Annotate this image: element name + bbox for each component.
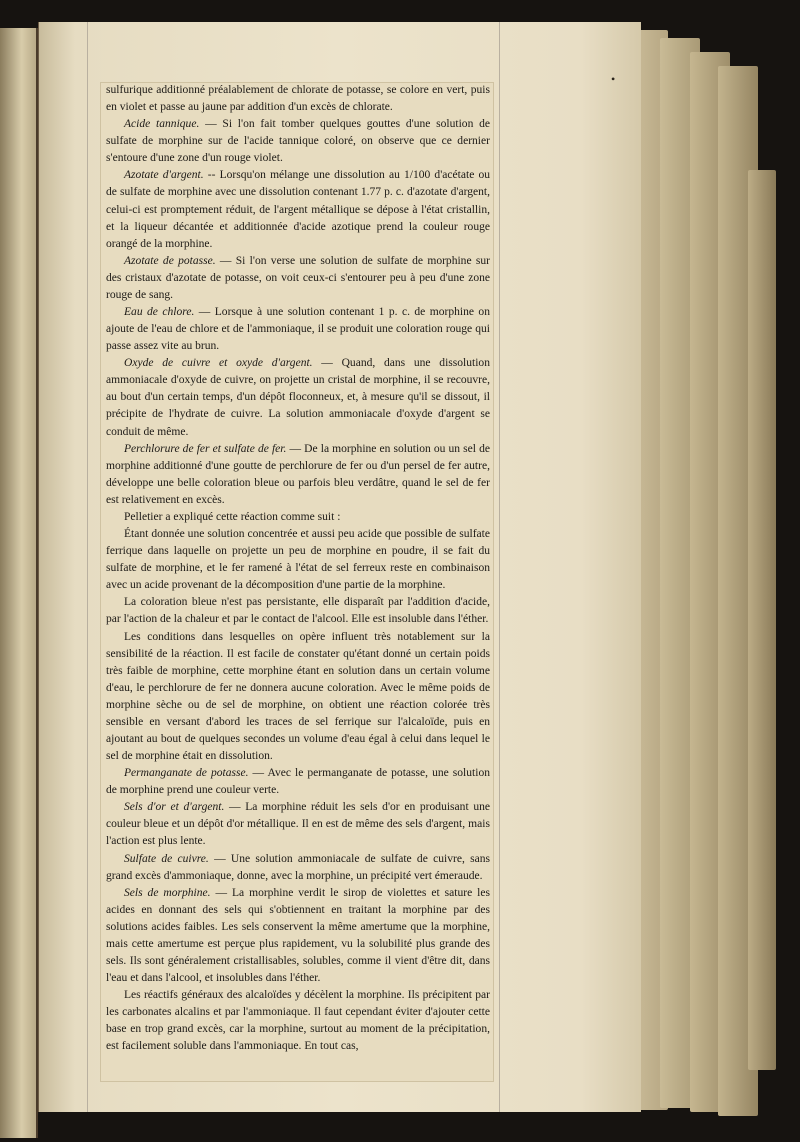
left-page-edge [0, 28, 38, 1138]
paragraph: La coloration bleue n'est pas persistante, elle disparaît par l'addition d'acide, par l'action de la chaleur et par le contact de l'alcool. Elle est insoluble dans l'éther. [106, 596, 490, 626]
paragraph: Étant donnée une solution concentrée et aussi peu acide que possible de sulfate ferrique dans laquelle on projette un peu de morphine en poudre, il se fait du sulfate de morphine, et le fer ramené à l'état de sel ferreux reste en combinaison avec un acide provenant de la décomposition d'une partie de la morphine. [106, 528, 490, 592]
paragraph: Oxyde de cuivre et oxyde d'argent. — Quand, dans une dissolution ammoniacale d'oxyde de cuivre, on projette un cristal de morphine, il se recouvre, au bout d'un certain temps, d'un dépôt floconneux, et, à mesure qu'il se dissout, il précipite de l'hydrate de cuivre. La solution ammoniacale d'oxyde d'argent se conduit de même. [106, 357, 490, 438]
paragraph: Pelletier a expliqué cette réaction comme suit : [124, 510, 341, 523]
paragraph: Perchlorure de fer et sulfate de fer. — De la morphine en solution ou un sel de morphine additionné d'une goutte de perchlorure de fer ou d'un persel de fer autre, développe une belle coloration bleue ou parfois bleu verdâtre, quand le sel de fer est relativement en excès. [106, 442, 490, 506]
paragraph: Azotate d'argent. -- Lorsqu'on mélange une dissolution au 1/100 d'acétate ou de sulfate de morphine avec une dissolution contenant 1.77 p. c. d'azotate d'argent, celui-ci est promptement réduit, de l'argent métallique se dépose à l'état cristallin, et la liqueur décantée et additionnée d'acide azotique prend la couleur rouge orangé de la morphine. [106, 169, 490, 250]
paragraph: Permanganate de potasse. — Avec le permanganate de potasse, une solution de morphine prend une couleur verte. [106, 767, 490, 797]
margin-mark: • [611, 72, 616, 86]
paragraph: Sulfate de cuivre. — Une solution ammoniacale de sulfate de cuivre, sans grand excès d'ammoniaque, donne, avec la morphine, un précipité vert émeraude. [106, 852, 490, 882]
paragraph: Eau de chlore. — Lorsque à une solution contenant 1 p. c. de morphine on ajoute de l'eau de chlore et de l'ammoniaque, il se produit une coloration rouge qui passe assez vite au brun. [106, 306, 490, 353]
page-stack-edge [748, 170, 776, 1070]
pasted-clipping [100, 82, 494, 1082]
paragraph: sulfurique additionné préalablement de chlorate de potasse, se colore en vert, puis en violet et passe au jaune par addition d'un excès de chlorate. [106, 84, 490, 114]
paragraph: Sels de morphine. — La morphine verdit le sirop de violettes et sature les acides en donnant des sels qui s'obtiennent en traitant la morphine par des solutions acides faibles. Les sels conservent la même amertume que la morphine, mais cette amertume est perçue plus rapidement, vu la solubilité plus grande des sels. Ils sont généralement cristallisables, solubles, comme il vient d'être dit, dans l'eau et dans l'alcool, et insolubles dans l'éther. [106, 886, 490, 985]
ruled-margin-line [499, 22, 500, 1112]
ruled-margin-line [87, 22, 88, 1112]
paragraph: Les conditions dans lesquelles on opère influent très notablement sur la sensibilité de la réaction. Il est facile de constater qu'étant donné un certain poids très faible de morphine, cette morphine étant en solution dans un certain volume d'eau, le perchlorure de fer ne donnera aucune coloration. Avec le même poids de morphine sèche ou de sel de morphine, on obtient une réaction colorée très sensible en versant d'abord les traces de sel ferrique sur l'alcaloïde, puis en ajoutant au bout de quelques secondes un volume d'eau égal à celui dans lequel le sel de morphine était en dissolution. [106, 630, 490, 763]
paragraph: Les réactifs généraux des alcaloïdes y décèlent la morphine. Ils précipitent par les carbonates alcalins et par l'ammoniaque. Il faut cependant éviter d'ajouter cette base en trop grand excès, car la morphine, surtout au moment de la précipitation, est facilement soluble dans l'ammoniaque. En tout cas, [106, 989, 490, 1053]
paragraph: Sels d'or et d'argent. — La morphine réduit les sels d'or en produisant une couleur bleue et un dépôt d'or métallique. Il en est de même des sels d'argent, mais l'action est plus lente. [106, 801, 491, 848]
paragraph: Azotate de potasse. — Si l'on verse une solution de sulfate de morphine sur des cristaux d'azotate de potasse, on voit ceux-ci s'entourer peu à peu d'une zone rouge de sang. [106, 254, 490, 301]
paragraph: Acide tannique. — Si l'on fait tomber quelques gouttes d'une solution de sulfate de morphine sur de l'acide tannique coloré, on observe que ce dernier s'entoure d'une zone d'un rouge violet. [106, 118, 491, 165]
